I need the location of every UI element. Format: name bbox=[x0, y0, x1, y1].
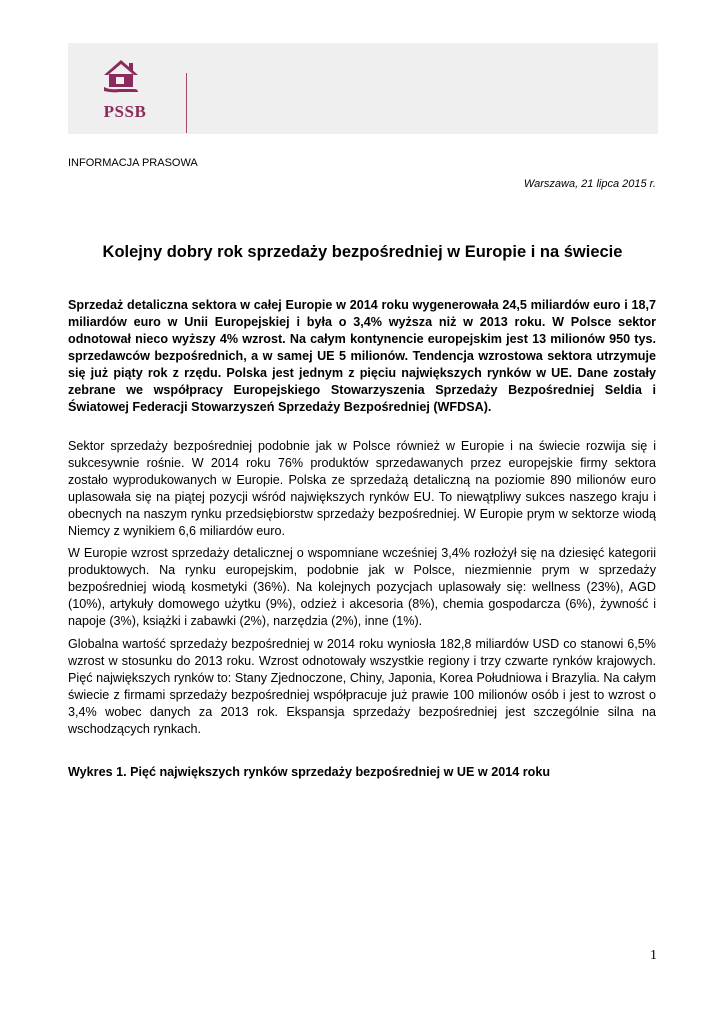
lead-paragraph: Sprzedaż detaliczna sektora w całej Europie w 2014 roku wygenerowała 24,5 miliardów euro i 18,7 miliardów euro w Unii Europejskiej i była o 3,4% wyższa niż w 2013 roku. W Polsce sektor odnotował nieco wyższy 4% wzrost. Na całym kontynencie europejskim jest 13 milionów 950 tys. sprzedawców bezpośrednich, a w samej UE 5 milionów. Tendencja wzrostowa sektora utrzymuje się już piąty rok z rzędu. Polska jest jednym z pięciu największych rynków w UE. Dane zostały zebrane we współpracy Europejskiego Stowarzyszenia Sprzedaży Bezpośredniej Seldia i Światowej Federacji Stowarzyszeń Sprzedaży Bezpośredniej (WFDSA). bbox=[68, 298, 656, 414]
house-hand-icon bbox=[98, 57, 144, 103]
date-line: Warszawa, 21 lipca 2015 r. bbox=[523, 178, 656, 190]
logo-text: PSSB bbox=[103, 102, 147, 121]
page-number: 1 bbox=[650, 948, 657, 963]
logo-divider bbox=[186, 73, 187, 133]
body-paragraph-1: Sektor sprzedaży bezpośredniej podobnie jak w Polsce również w Europie i na świecie rozwija się i sukcesywnie rośnie. W 2014 roku 76% produktów sprzedawanych przez europejskie firmy sektora zostało wyprodukowanych w Europie. Polska ze sprzedażą detaliczną na poziomie 890 milionów euro uplasowała się na piątej pozycji wśród największych rynków EU. To niewątpliwy sukces naszego kraju i obecnych na naszym rynku przedsiębiorstw sprzedaży bezpośredniej. W Europie prym w sektorze wiodą Niemcy z wynikiem 6,6 miliardów euro. bbox=[68, 439, 656, 538]
pssb-logo bbox=[98, 57, 158, 121]
document-title: Kolejny dobry rok sprzedaży bezpośredniej w Europie i na świecie bbox=[102, 243, 623, 261]
press-label: INFORMACJA PRASOWA bbox=[68, 157, 198, 169]
body-paragraph-2: W Europie wzrost sprzedaży detalicznej o wspomniane wcześniej 3,4% rozłożył się na dziesięć kategorii produktowych. Na rynku europejskim, podobnie jak w Polsce, niezmiennie prym w sprzedaży bezpośredniej wiodą kosmetyki (36%). Na kolejnych pozycjach uplasowały się: wellness (23%), AGD (10%), artykuły domowego użytku (9%), odzież i akcesoria (8%), chemia gospodarcza (6%), żywność i napoje (3%), książki i zabawki (2%), narzędzia (2%), inne (1%). bbox=[68, 546, 656, 628]
body-paragraph-3: Globalna wartość sprzedaży bezpośredniej w 2014 roku wyniosła 182,8 miliardów USD co stanowi 6,5% wzrost w stosunku do 2013 roku. Wzrost odnotowały wszystkie regiony i trzy czwarte rynków krajowych. Pięć największych rynków to: Stany Zjednoczone, Chiny, Japonia, Korea Południowa i Brazylia. Na całym świecie z firmami sprzedaży bezpośredniej współpracuje już prawie 100 milionów osób i jest to wzrost o 3,4% wobec danych za 2013 rok. Ekspansja sprzedaży bezpośredniej jest szczególnie silna na wschodzących rynkach. bbox=[68, 637, 656, 736]
header-band bbox=[68, 43, 658, 134]
chart-caption: Wykres 1. Pięć największych rynków sprzedaży bezpośredniej w UE w 2014 roku bbox=[68, 765, 551, 779]
